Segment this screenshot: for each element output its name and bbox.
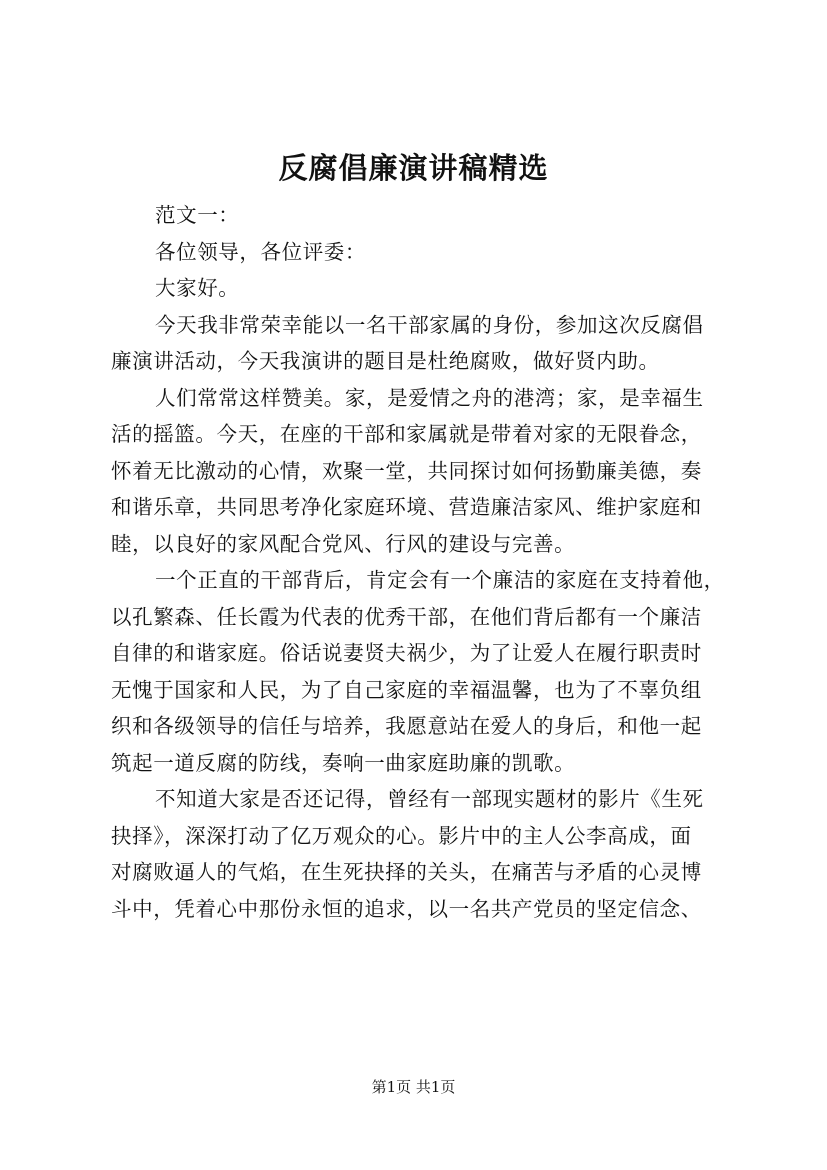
text-line: 抉择》，深深打动了亿万观众的心。影片中的主人公李高成，面 bbox=[111, 823, 692, 848]
text-line: 各位领导，各位评委： bbox=[155, 239, 366, 264]
text-line: 廉演讲活动，今天我演讲的题目是杜绝腐败，做好贤内助。 bbox=[111, 349, 660, 373]
text-line: 织和各级领导的信任与培养，我愿意站在爱人的身后，和他一起 bbox=[111, 714, 702, 738]
text-line: 对腐败逼人的气焰，在生死抉择的关头，在痛苦与矛盾的心灵博 bbox=[111, 860, 702, 884]
text-line: 无愧于国家和人民，为了自己家庭的幸福温馨，也为了不辜负组 bbox=[111, 677, 702, 702]
text-line: 怀着无比激动的心情，欢聚一堂，共同探讨如何扬勤廉美德，奏 bbox=[111, 458, 702, 483]
text-line: 今天我非常荣幸能以一名干部家属的身份，参加这次反腐倡 bbox=[155, 312, 704, 337]
text-line: 人们常常这样赞美。家，是爱情之舟的港湾；家，是幸福生 bbox=[155, 385, 704, 410]
text-line: 睦，以良好的家风配合党风、行风的建设与完善。 bbox=[111, 531, 576, 556]
text-line: 不知道大家是否还记得，曾经有一部现实题材的影片《生死 bbox=[155, 787, 704, 811]
text-line: 一个正直的干部背后，肯定会有一个廉洁的家庭在支持着他， bbox=[155, 568, 725, 592]
text-line: 斗中，凭着心中那份永恒的追求，以一名共产党员的坚定信念、 bbox=[111, 896, 702, 921]
text-line: 和谐乐章，共同思考净化家庭环境、营造廉洁家风、维护家庭和 bbox=[111, 495, 702, 519]
text-line: 范文一： bbox=[155, 203, 240, 227]
page-footer: 第1页 共1页 bbox=[371, 1078, 456, 1096]
text-line: 自律的和谐家庭。俗话说妻贤夫祸少，为了让爱人在履行职责时 bbox=[111, 641, 702, 665]
document-title: 反腐倡廉演讲稿精选 bbox=[278, 151, 549, 185]
document-body bbox=[111, 197, 731, 927]
text-line: 以孔繁森、任长霞为代表的优秀干部，在他们背后都有一个廉洁 bbox=[111, 604, 702, 629]
text-line: 大家好。 bbox=[155, 276, 240, 300]
text-line: 筑起一道反腐的防线，奏响一曲家庭助廉的凯歌。 bbox=[111, 750, 576, 775]
text-line: 活的摇篮。今天，在座的干部和家属就是带着对家的无限眷念， bbox=[111, 422, 702, 446]
